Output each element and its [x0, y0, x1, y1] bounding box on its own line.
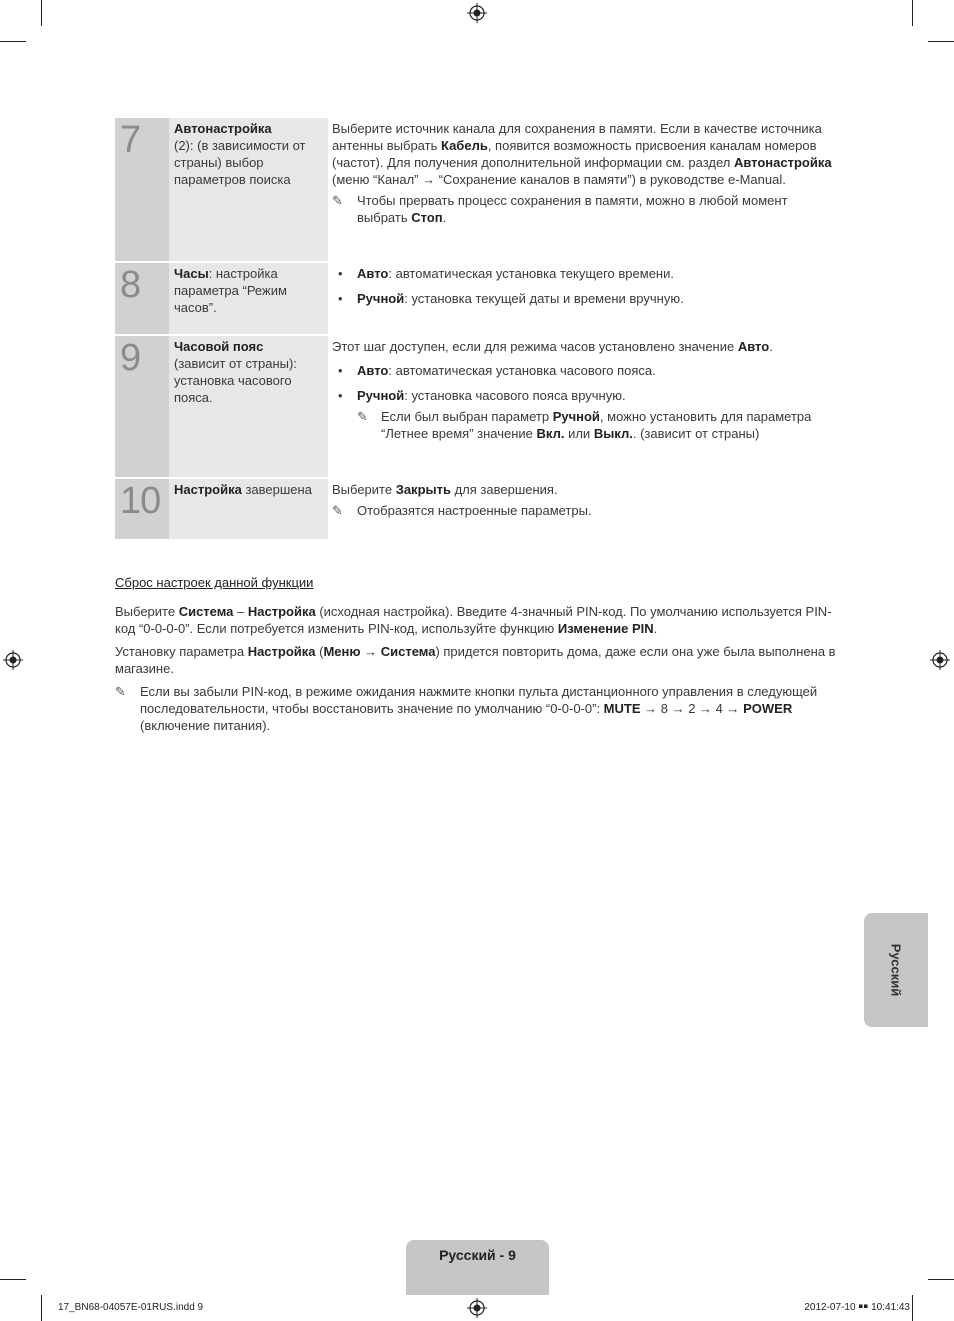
crop-mark: [928, 41, 954, 42]
crop-mark: [912, 1295, 913, 1321]
note: ✎ Если вы забыли PIN-код, в режиме ожидания нажмите кнопки пульта дистанционного управления в следующей последовательности, чтобы восстановить значение по умолчанию “0-0-0-0”: MUTE → 8 → 2 → 4 → POWER (включение питания).: [115, 684, 818, 733]
pencil-note-icon: ✎: [332, 503, 343, 518]
list-item: • Авто: автоматическая установка часового пояса.: [332, 362, 839, 379]
step-description: [332, 263, 839, 315]
step-label: Часовой пояс (зависит от страны): установка часового пояса.: [169, 336, 328, 477]
crop-mark: [928, 1279, 954, 1280]
step-label: Автонастройка (2): (в зависимости от страны) выбор параметров поиска: [169, 118, 328, 261]
pencil-note-icon: ✎: [357, 409, 368, 424]
step-7: [115, 118, 839, 261]
step-8: [115, 263, 839, 334]
note: ✎ Если был выбран параметр Ручной, можно установить для параметра “Летнее время” значение Вкл. или Выкл.. (зависит от страны): [357, 409, 812, 441]
registration-mark-icon: [3, 650, 23, 670]
step-number: 10: [115, 479, 169, 539]
note: ✎ Чтобы прервать процесс сохранения в памяти, можно в любой момент выбрать Стоп.: [332, 193, 788, 225]
crop-mark: [41, 1295, 42, 1321]
pencil-note-icon: ✎: [115, 684, 126, 699]
registration-mark-icon: [467, 1298, 487, 1318]
crop-mark: [912, 0, 913, 26]
step-label: Настройка завершена: [169, 479, 328, 539]
footer-filename: 17_BN68-04057E-01RUS.indd 9: [58, 1302, 204, 1313]
footer-datetime: 2012-07-10 ￭￭ 10:41:43: [804, 1302, 910, 1313]
step-description: Выберите источник канала для сохранения в памяти. Если в качестве источника антенны выбрать Кабель, появится возможность присвоения каналам номеров (частот). Для получения дополнительной информации см. раздел Автонастройка (меню “Канал” → “Сохранение каналов в памяти”) в руководстве e-Manual. ✎ Чтобы прервать процесс сохранения в памяти, можно в любой момент выбрать Стоп.: [332, 118, 839, 226]
crop-mark: [0, 41, 26, 42]
step-label: Часы: настройка параметра “Режим часов”.: [169, 263, 328, 334]
registration-mark-icon: [930, 650, 950, 670]
reset-section: [115, 574, 845, 734]
crop-mark: [41, 0, 42, 26]
language-side-tab: Русский: [864, 913, 928, 1027]
step-9: [115, 336, 839, 477]
step-description: Выберите Закрыть для завершения. ✎ Отобразятся настроенные параметры.: [332, 479, 839, 519]
paragraph: Выберите Система – Настройка (исходная настройка). Введите 4-значный PIN-код. По умолчанию используется PIN-код “0-0-0-0”. Если потребуется изменить PIN-код, используйте функцию Изменение PIN.: [115, 604, 832, 636]
page-number-tab: Русский - 9: [406, 1240, 549, 1295]
paragraph: Установку параметра Настройка (Меню → Система) придется повторить дома, даже если она уже была выполнена в магазине.: [115, 644, 836, 676]
step-10: [115, 479, 839, 539]
pencil-note-icon: ✎: [332, 193, 343, 208]
list-item: • Авто: автоматическая установка текущего времени.: [332, 265, 839, 282]
step-number: 8: [115, 263, 169, 334]
list-item: • Ручной: установка часового пояса вручную.: [332, 387, 839, 404]
crop-mark: [0, 1279, 26, 1280]
step-description: Этот шаг доступен, если для режима часов установлено значение Авто. • Авто: автоматическая установка часового пояса. • Ручной: установка часового пояса вручную. ✎ Если был выбран параметр Ручной, можно установить для параметра “Летнее время” значение Вкл. или Выкл.. (зависит от страны): [332, 336, 839, 442]
section-title: Сброс настроек данной функции: [115, 575, 314, 590]
list-item: • Ручной: установка текущей даты и времени вручную.: [332, 290, 839, 307]
step-number: 9: [115, 336, 169, 477]
step-number: 7: [115, 118, 169, 261]
note: ✎ Отобразятся настроенные параметры.: [332, 503, 592, 518]
registration-mark-icon: [467, 3, 487, 23]
